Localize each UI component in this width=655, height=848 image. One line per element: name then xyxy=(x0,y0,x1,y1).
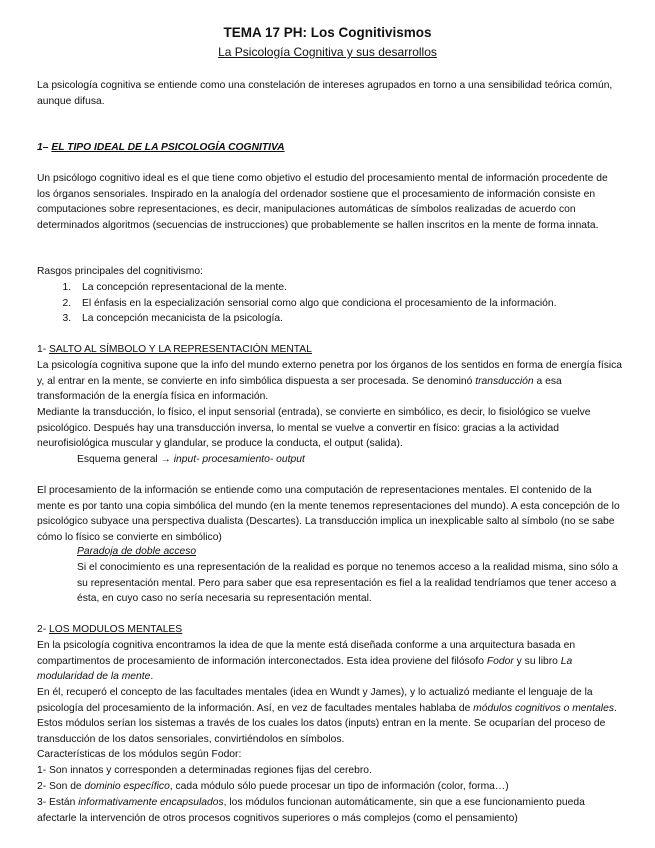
section-1-heading xyxy=(37,140,622,156)
page-title: TEMA 17 PH: Los Cognitivismos xyxy=(223,25,432,40)
section-2-paragraph-2: Mediante la transducción, lo físico, el input sensorial (entrada), se convierte en simbólico, es decir, lo fisiológico se vuelve psicológico. Después hay una transducción inversa, lo mental se vuelve a convertir en físico: gracias a la actividad neurofisiológica muscular y glandular, se produce la conducta, el output (salida). xyxy=(37,407,591,450)
paradox-title-text: Paradoja de doble acceso xyxy=(77,546,197,557)
scheme-value: input- procesamiento- output xyxy=(173,454,305,465)
text-run: En la psicología cognitiva encontramos la idea de que la mente está diseñada conforme a una arquitectura basada en compartimentos de procesamiento de información interconectados. Esta idea proviene del filósofo xyxy=(37,640,576,667)
list-item: 2. El énfasis en la especialización sensorial como algo que condiciona el procesamiento de la información. xyxy=(74,296,622,312)
section-3-title: LOS MODULOS MENTALES xyxy=(49,624,183,635)
text-run-italic: Fodor xyxy=(486,655,514,667)
intro-paragraph: La psicología cognitiva se entiende como una constelación de intereses agrupados en torno a una sensibilidad teórica común, aunque difusa. xyxy=(37,80,613,107)
traits-list-intro: Rasgos principales del cognitivismo: xyxy=(37,266,203,277)
section-3-heading xyxy=(37,622,622,638)
list-item: 1. La concepción representacional de la mente. xyxy=(74,280,622,296)
text-run-italic: dominio específico xyxy=(84,781,170,792)
scheme-label: Esquema general → xyxy=(77,454,174,465)
text-run: , los módulos funcionan automáticamente, sin que a ese funcionamiento pueda afectarle la intervención de otros procesos cognitivos superiores o más complejos (como el pensamiento) xyxy=(37,797,585,824)
text-run: . Estos módulos serían los sistemas a través de los cuales los datos (inputs) entran en la mente. Se ocuparían del proceso de transducción de los datos sensoriales, convirtiéndolos en símbolos. xyxy=(37,702,617,745)
section-2-paragraph-1 xyxy=(37,358,622,405)
text-run: En él, recuperó el concepto de las facultades mentales (idea en Wundt y James), y lo actualizó mediante el lenguaje de la psicología del procesamiento de la información. Así, en vez de facultades mentales hablaba de xyxy=(37,687,593,714)
section-2-number: 1- xyxy=(37,344,50,355)
section-1-paragraph: Un psicólogo cognitivo ideal es el que tiene como objetivo el estudio del procesamiento mental de información procedente de los órganos sensoriales. Inspirado en la analogía del ordenador sostiene que el procesamiento de información consiste en computaciones sobre representaciones, es decir, manipulaciones automáticas de símbolos realizadas de acuerdo con determinados algoritmos (secuencias de instrucciones) que probablemente se hallen inscritos en la mente de forma innata. xyxy=(37,173,608,231)
text-run: . xyxy=(150,671,154,683)
characteristic-1: 1- Son innatos y corresponden a determinadas regiones fijas del cerebro. xyxy=(37,765,372,776)
section-2-title: SALTO AL SÍMBOLO Y LA REPRESENTACIÓN MENTAL xyxy=(49,344,312,355)
paradox-text: Si el conocimiento es una representación de la realidad es porque no tenemos acceso a la realidad misma, sino sólo a su representación mental. Pero para saber que esa representación es fiel a la realidad tendríamos que tener acceso a ésta, en cuyo caso no sería necesaria su representación mental. xyxy=(77,562,618,605)
text-run-italic: transducción xyxy=(475,375,534,387)
text-run: a esa transformación de la energía física en información. xyxy=(37,375,562,403)
section-1-title: EL TIPO IDEAL DE LA PSICOLOGÍA COGNITIVA xyxy=(51,142,285,153)
section-1-number: 1– xyxy=(37,142,52,153)
text-run: 3- Están xyxy=(37,797,79,808)
text-run: , cada módulo sólo puede procesar un tipo de información (color, forma…) xyxy=(169,781,509,792)
section-3-paragraph-2 xyxy=(37,685,622,747)
characteristic-2 xyxy=(37,779,622,795)
text-run-italic: La modularidad de la mente xyxy=(37,655,573,683)
section-2-heading xyxy=(37,342,622,358)
text-run: La psicología cognitiva supone que la info del mundo externo penetra por los órganos de los sentidos en forma de energía física y, al entrar en la mente, se convierte en info simbólica dispuesta a ser procesada. Se denominó xyxy=(37,360,623,387)
fodor-characteristics-intro: Características de los módulos según Fodor: xyxy=(37,749,242,760)
scheme-line xyxy=(37,452,622,468)
list-item: 3. La concepción mecanicista de la psicología. xyxy=(74,311,622,327)
section-3-number: 2- xyxy=(37,624,50,635)
text-run: y su libro xyxy=(513,655,561,667)
traits-list xyxy=(37,280,622,327)
section-3-paragraph-1 xyxy=(37,638,622,685)
text-run-italic: módulos cognitivos o mentales xyxy=(473,702,614,714)
page-subtitle: La Psicología Cognitiva y sus desarrollos xyxy=(218,45,437,59)
text-run-italic: informativamente encapsulados xyxy=(78,797,224,808)
section-2-paragraph-3: El procesamiento de la información se entiende como una computación de representaciones mentales. El contenido de la mente es por tanto una copia simbólica del mundo (en la mente tenemos representaciones del mundo). A esta concepción de lo psicológico subyace una perspectiva dualista (Descartes). La transducción implica un inexplicable salto al símbolo (no se sabe cómo lo físico se convierte en simbólico) xyxy=(37,485,620,543)
paradox-title xyxy=(77,544,622,560)
text-run: 2- Son de xyxy=(37,781,85,792)
characteristic-3 xyxy=(37,795,622,826)
